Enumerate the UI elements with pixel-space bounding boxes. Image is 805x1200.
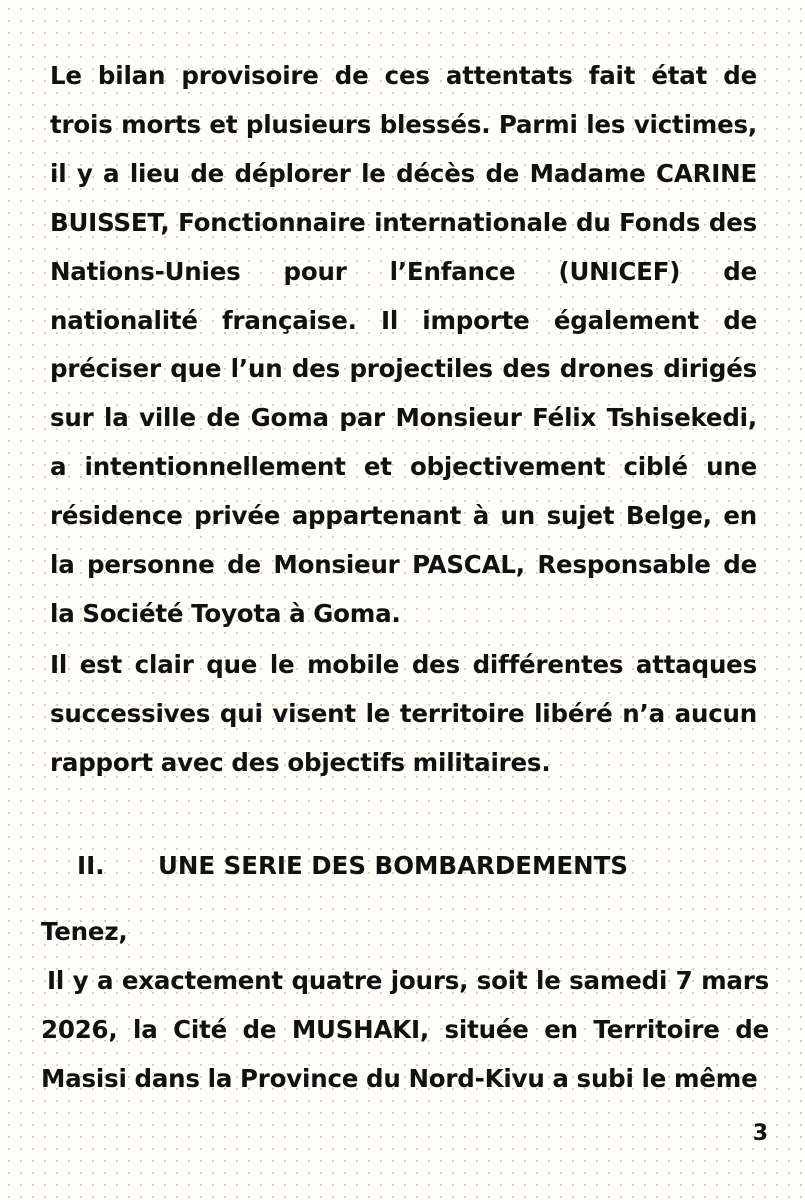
section-number: II.: [77, 851, 105, 880]
section-heading: [0, 842, 805, 890]
paragraph-tenez: Tenez,: [41, 917, 128, 946]
page-number: 3: [752, 1121, 768, 1146]
paragraph-motive: Il est clair que le mobile des différentes attaques successives qui visent le territoire libéré n’a aucun rapport avec des objectifs militaires.: [50, 650, 757, 777]
paragraph-mushaki: Il y a exactement quatre jours, soit le samedi 7 mars 2026, la Cité de MUSHAKI, située en Territoire de Masisi dans la Province du Nord-Kivu a subi le même: [41, 966, 769, 1093]
paragraph-casualties: Le bilan provisoire de ces attentats fait état de trois morts et plusieurs blessés. Parmi les victimes, il y a lieu de déplorer le décès de Madame CARINE BUISSET, Fonctionnaire internationale du Fonds des Nations-Unies pour l’Enfance (UNICEF) de nationalité française. Il importe également de préciser que l’un des projectiles des drones dirigés sur la ville de Goma par Monsieur Félix Tshisekedi, a intentionnellement et objectivement ciblé une résidence privée appartenant à un sujet Belge, en la personne de Monsieur PASCAL, Responsable de la Société Toyota à Goma.: [50, 61, 757, 628]
section-title: UNE SERIE DES BOMBARDEMENTS: [158, 851, 628, 880]
